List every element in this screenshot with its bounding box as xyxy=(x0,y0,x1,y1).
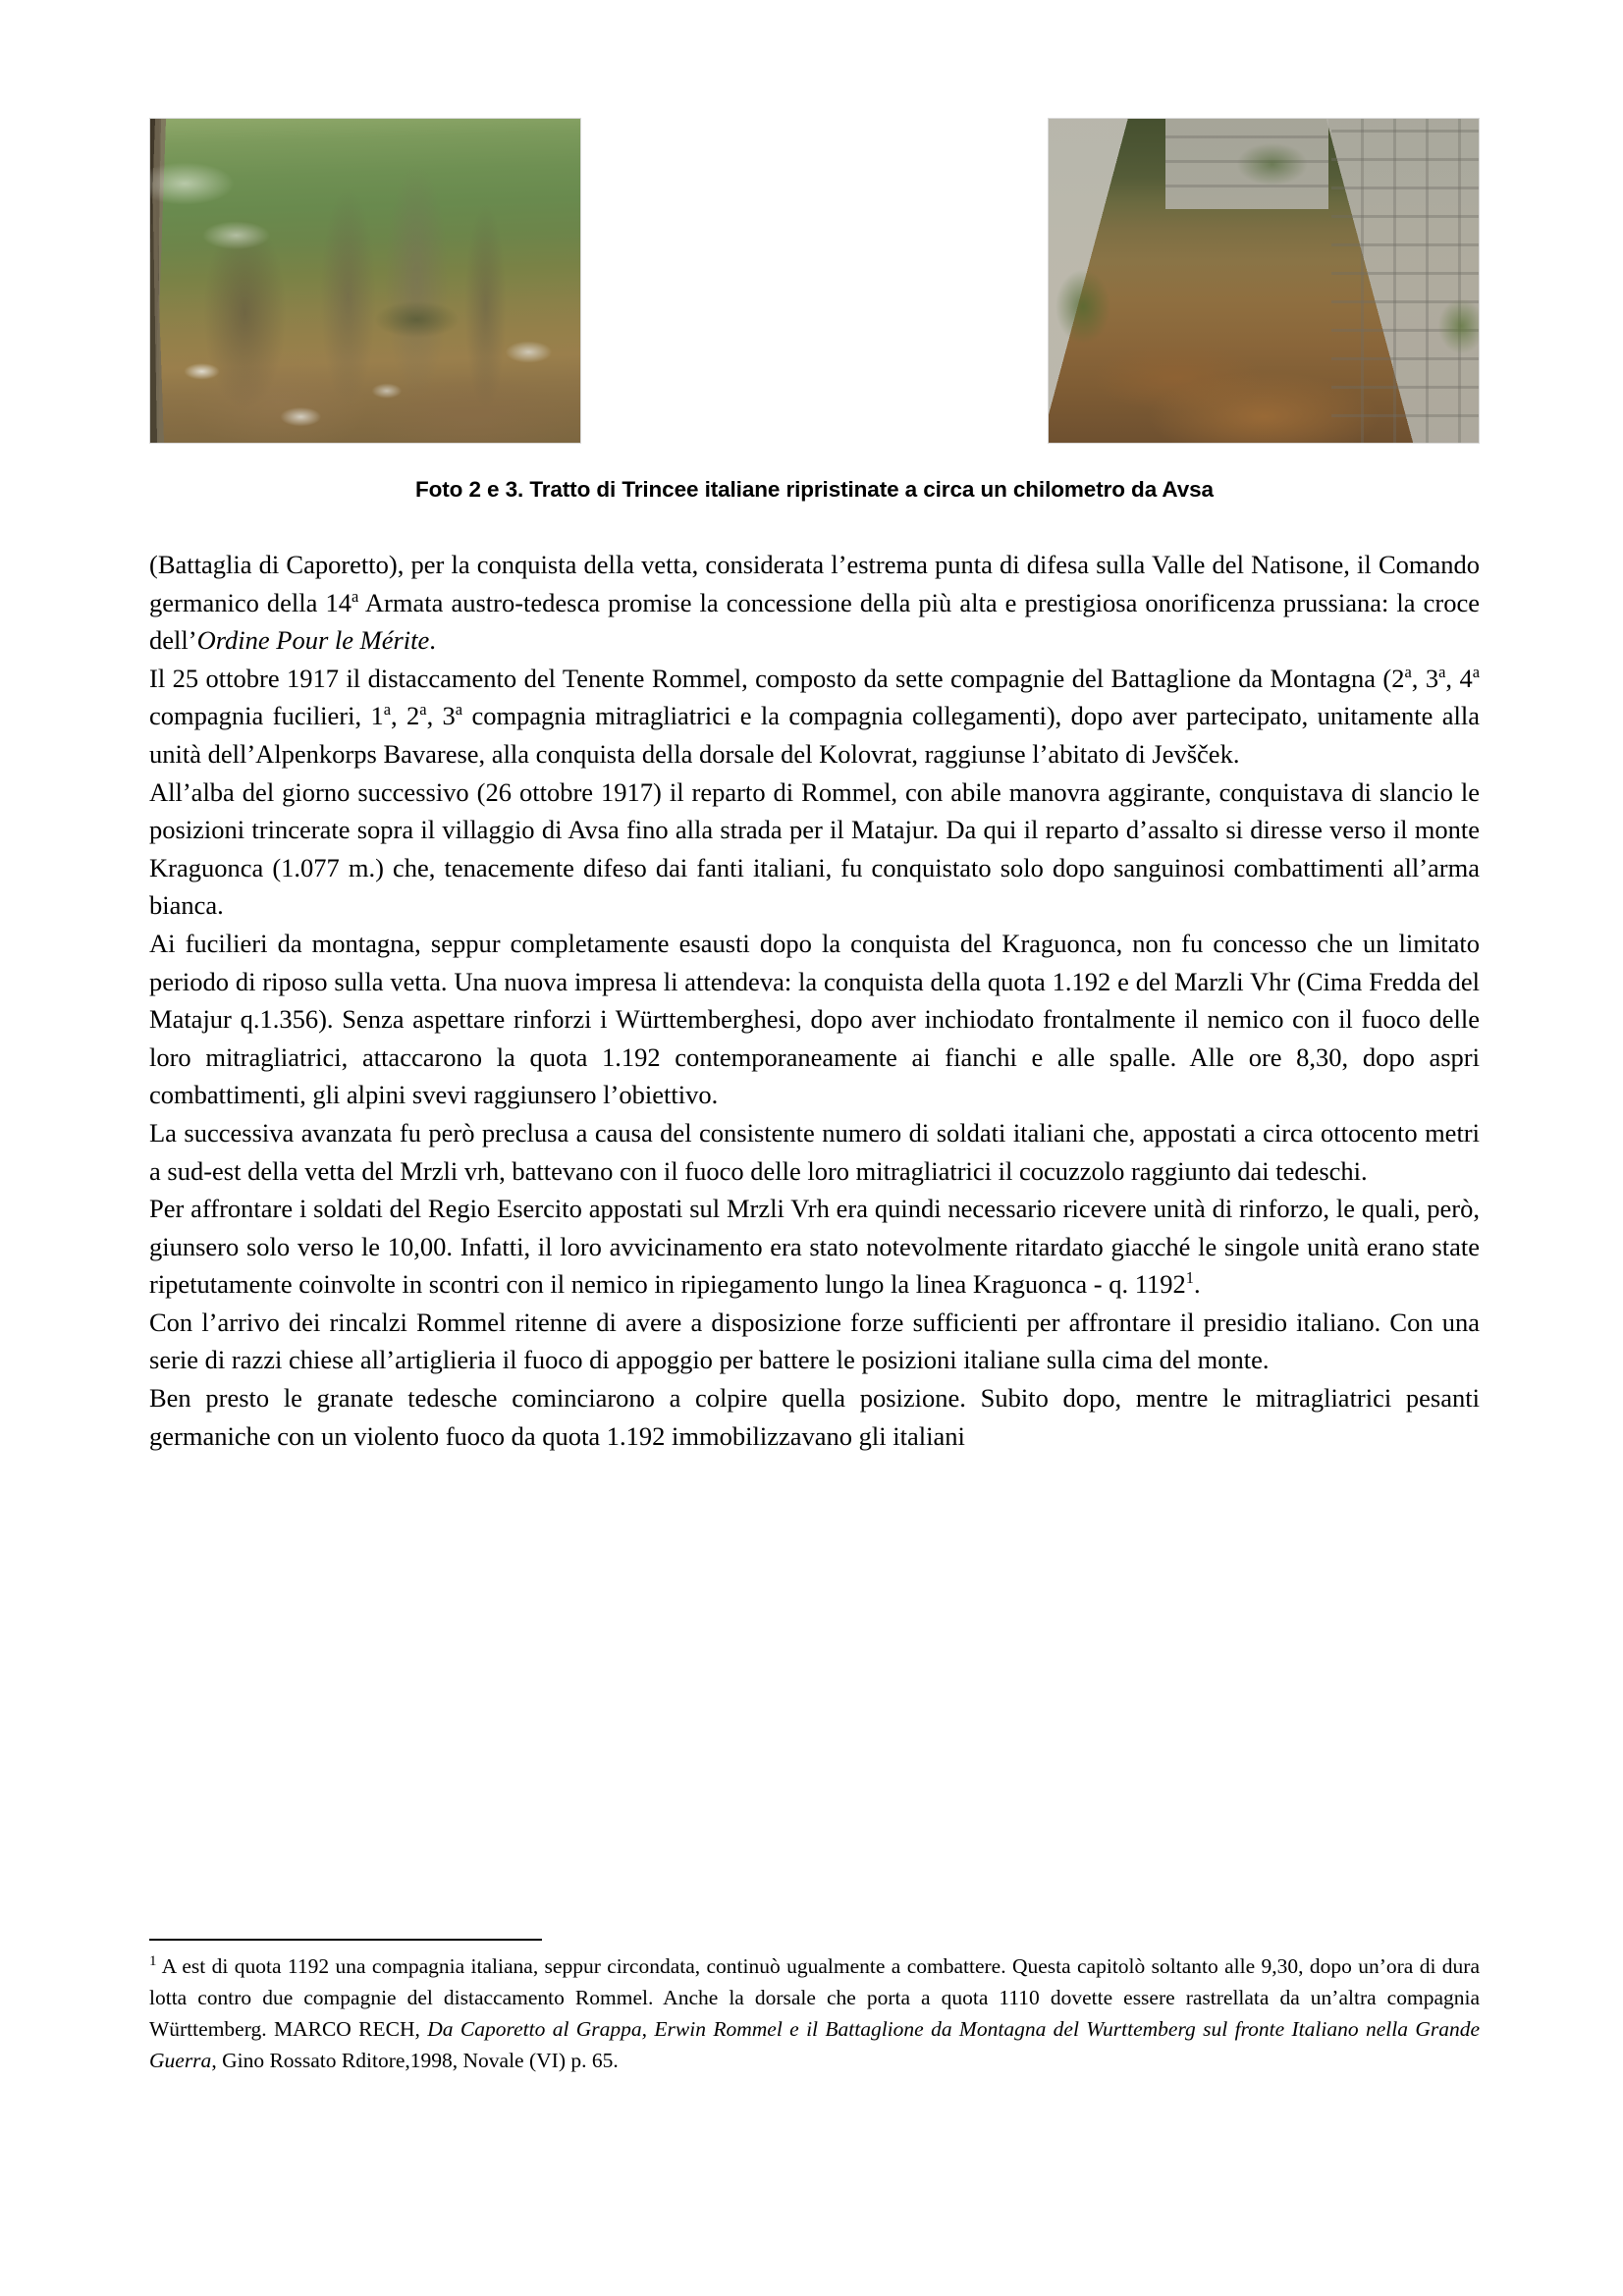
paragraph-4 xyxy=(149,925,1480,1114)
text-run: compagnia fucilieri, 1 xyxy=(149,701,384,731)
footnote-1 xyxy=(149,1950,1480,2076)
superscript-text: a xyxy=(455,700,463,720)
figure-caption: Foto 2 e 3. Tratto di Trincee italiane ripristinate a circa un chilometro da Avsa xyxy=(415,477,1214,502)
text-run: , 3 xyxy=(426,701,456,731)
text-run: , 2 xyxy=(391,701,420,731)
italic-text: Da Caporetto al Grappa, Erwin Rommel e il Battaglione da Montagna del Wurttemberg sul fronte Italiano nella Grande Guerra xyxy=(149,2017,1481,2072)
italic-text: Ordine Pour le Mérite xyxy=(196,625,430,656)
superscript-text: a xyxy=(352,586,359,606)
paragraph-2 xyxy=(149,660,1480,774)
superscript-text: a xyxy=(419,700,427,720)
text-run: Per affrontare i soldati del Regio Esercito appostati sul Mrzli Vrh era quindi necessario ricevere unità di rinforzo, le quali, però, giunsero solo verso le 10,00. Infatti, il loro avvicinamento era stato notevolmente ritardato giacché le singole unità erano state ripetutamente coinvolte in scontri con il nemico in ripiegamento lungo la linea Kraguonca - q. 1192 xyxy=(149,1194,1480,1300)
text-run: La successiva avanzata fu però preclusa a causa del consistente numero di soldati italiani che, appostati a circa ottocento metri a sud-est della vetta del Mrzli vrh, battevano con il fuoco delle loro mitragliatrici il cocuzzolo raggiunto dai tedeschi. xyxy=(149,1117,1480,1186)
superscript-text: a xyxy=(1404,662,1412,681)
photo-foto-2-forest-trench xyxy=(149,118,581,444)
text-run: All’alba del giorno successivo (26 ottobre 1917) il reparto di Rommel, con abile manovra aggirante, conquistava di slancio le posizioni trincerate sopra il villaggio di Avsa fino alla strada per il Matajur. Da qui il reparto d’assalto si diresse verso il monte Kraguonca (1.077 m.) che, tenacemente difeso dai fanti italiani, fu conquistato solo dopo sanguinosi combattimenti all’arma bianca. xyxy=(149,776,1480,921)
text-run: Armata austro-tedesca promise la concessione della più alta e prestigiosa onorificenza prussiana: la croce dell’ xyxy=(149,587,1480,656)
text-run: , 3 xyxy=(1411,663,1439,693)
text-run: Con l’arrivo dei rincalzi Rommel ritenne di avere a disposizione forze sufficienti per affrontare il presidio italiano. Con una serie di razzi chiese all’artiglieria il fuoco di appoggio per battere le posizioni italiane sulla cima del monte. xyxy=(149,1307,1480,1375)
text-run: Ben presto le granate tedesche cominciarono a colpire quella posizione. Subito dopo, mentre le mitragliatrici pesanti germaniche con un violento fuoco da quota 1.192 immobilizzavano gli italiani xyxy=(149,1383,1480,1451)
footnote-area xyxy=(149,1939,1480,2076)
paragraph-8 xyxy=(149,1379,1480,1455)
text-run: Ai fucilieri da montagna, seppur completamente esausti dopo la conquista del Kraguonca, non fu concesso che un limitato periodo di riposo sulla vetta. Una nuova impresa li attendeva: la conquista della quota 1.192 e del Marzli Vhr (Cima Fredda del Matajur q.1.356). Senza aspettare rinforzi i Württemberghesi, dopo aver inchiodato frontalmente il nemico con il fuoco delle loro mitragliatrici, attaccarono la quota 1.192 contemporaneamente ai fianchi e alle spalle. Alle ore 8,30, dopo aspri combattimenti, gli alpini svevi raggiunsero l’obiettivo. xyxy=(149,928,1480,1110)
footnote-separator xyxy=(149,1939,542,1941)
paragraph-7 xyxy=(149,1304,1480,1379)
photo-foto-3-stone-trench xyxy=(1048,118,1480,444)
paragraph-1 xyxy=(149,546,1480,660)
footnote-marker: 1 xyxy=(149,1952,157,1969)
text-run: A est di quota 1192 una compagnia italiana, seppur circondata, continuò ugualmente a combattere. Questa capitolò soltanto alle 9,30, dopo un’ora di dura lotta contro due compagnie del distaccamento Rommel. Anche la dorsale che porta a quota 1110 dovette essere rastrellata da un’altra compagnia Württemberg. MARCO RECH, xyxy=(149,1954,1480,2041)
text-run: , 4 xyxy=(1445,663,1473,693)
text-run: , Gino Rossato Rditore,1998, Novale (VI) p. 65. xyxy=(211,2049,619,2072)
text-run: compagnia mitragliatrici e la compagnia collegamenti), dopo aver partecipato, unitamente alla unità dell’Alpenkorps Bavarese, alla conquista della dorsale del Kolovrat, raggiunse l’abitato di Jevšček. xyxy=(149,701,1480,769)
photo-row xyxy=(149,118,1480,444)
superscript-text: a xyxy=(1472,662,1481,681)
paragraph-3 xyxy=(149,774,1480,925)
page-content xyxy=(149,118,1480,1455)
superscript-text: a xyxy=(383,700,392,720)
body-text xyxy=(149,546,1480,1455)
superscript-text: 1 xyxy=(1185,1268,1194,1288)
text-run: . xyxy=(429,625,436,656)
text-run: (Battaglia di Caporetto), per la conquista della vetta, considerata l’estrema punta di difesa sulla Valle del Natisone, il Comando germanico della 14 xyxy=(149,550,1480,617)
paragraph-5 xyxy=(149,1114,1480,1190)
text-run: Il 25 ottobre 1917 il distaccamento del Tenente Rommel, composto da sette compagnie del Battaglione da Montagna (2 xyxy=(149,663,1405,693)
text-run: . xyxy=(1194,1269,1201,1300)
paragraph-6 xyxy=(149,1190,1480,1304)
superscript-text: a xyxy=(1438,662,1446,681)
